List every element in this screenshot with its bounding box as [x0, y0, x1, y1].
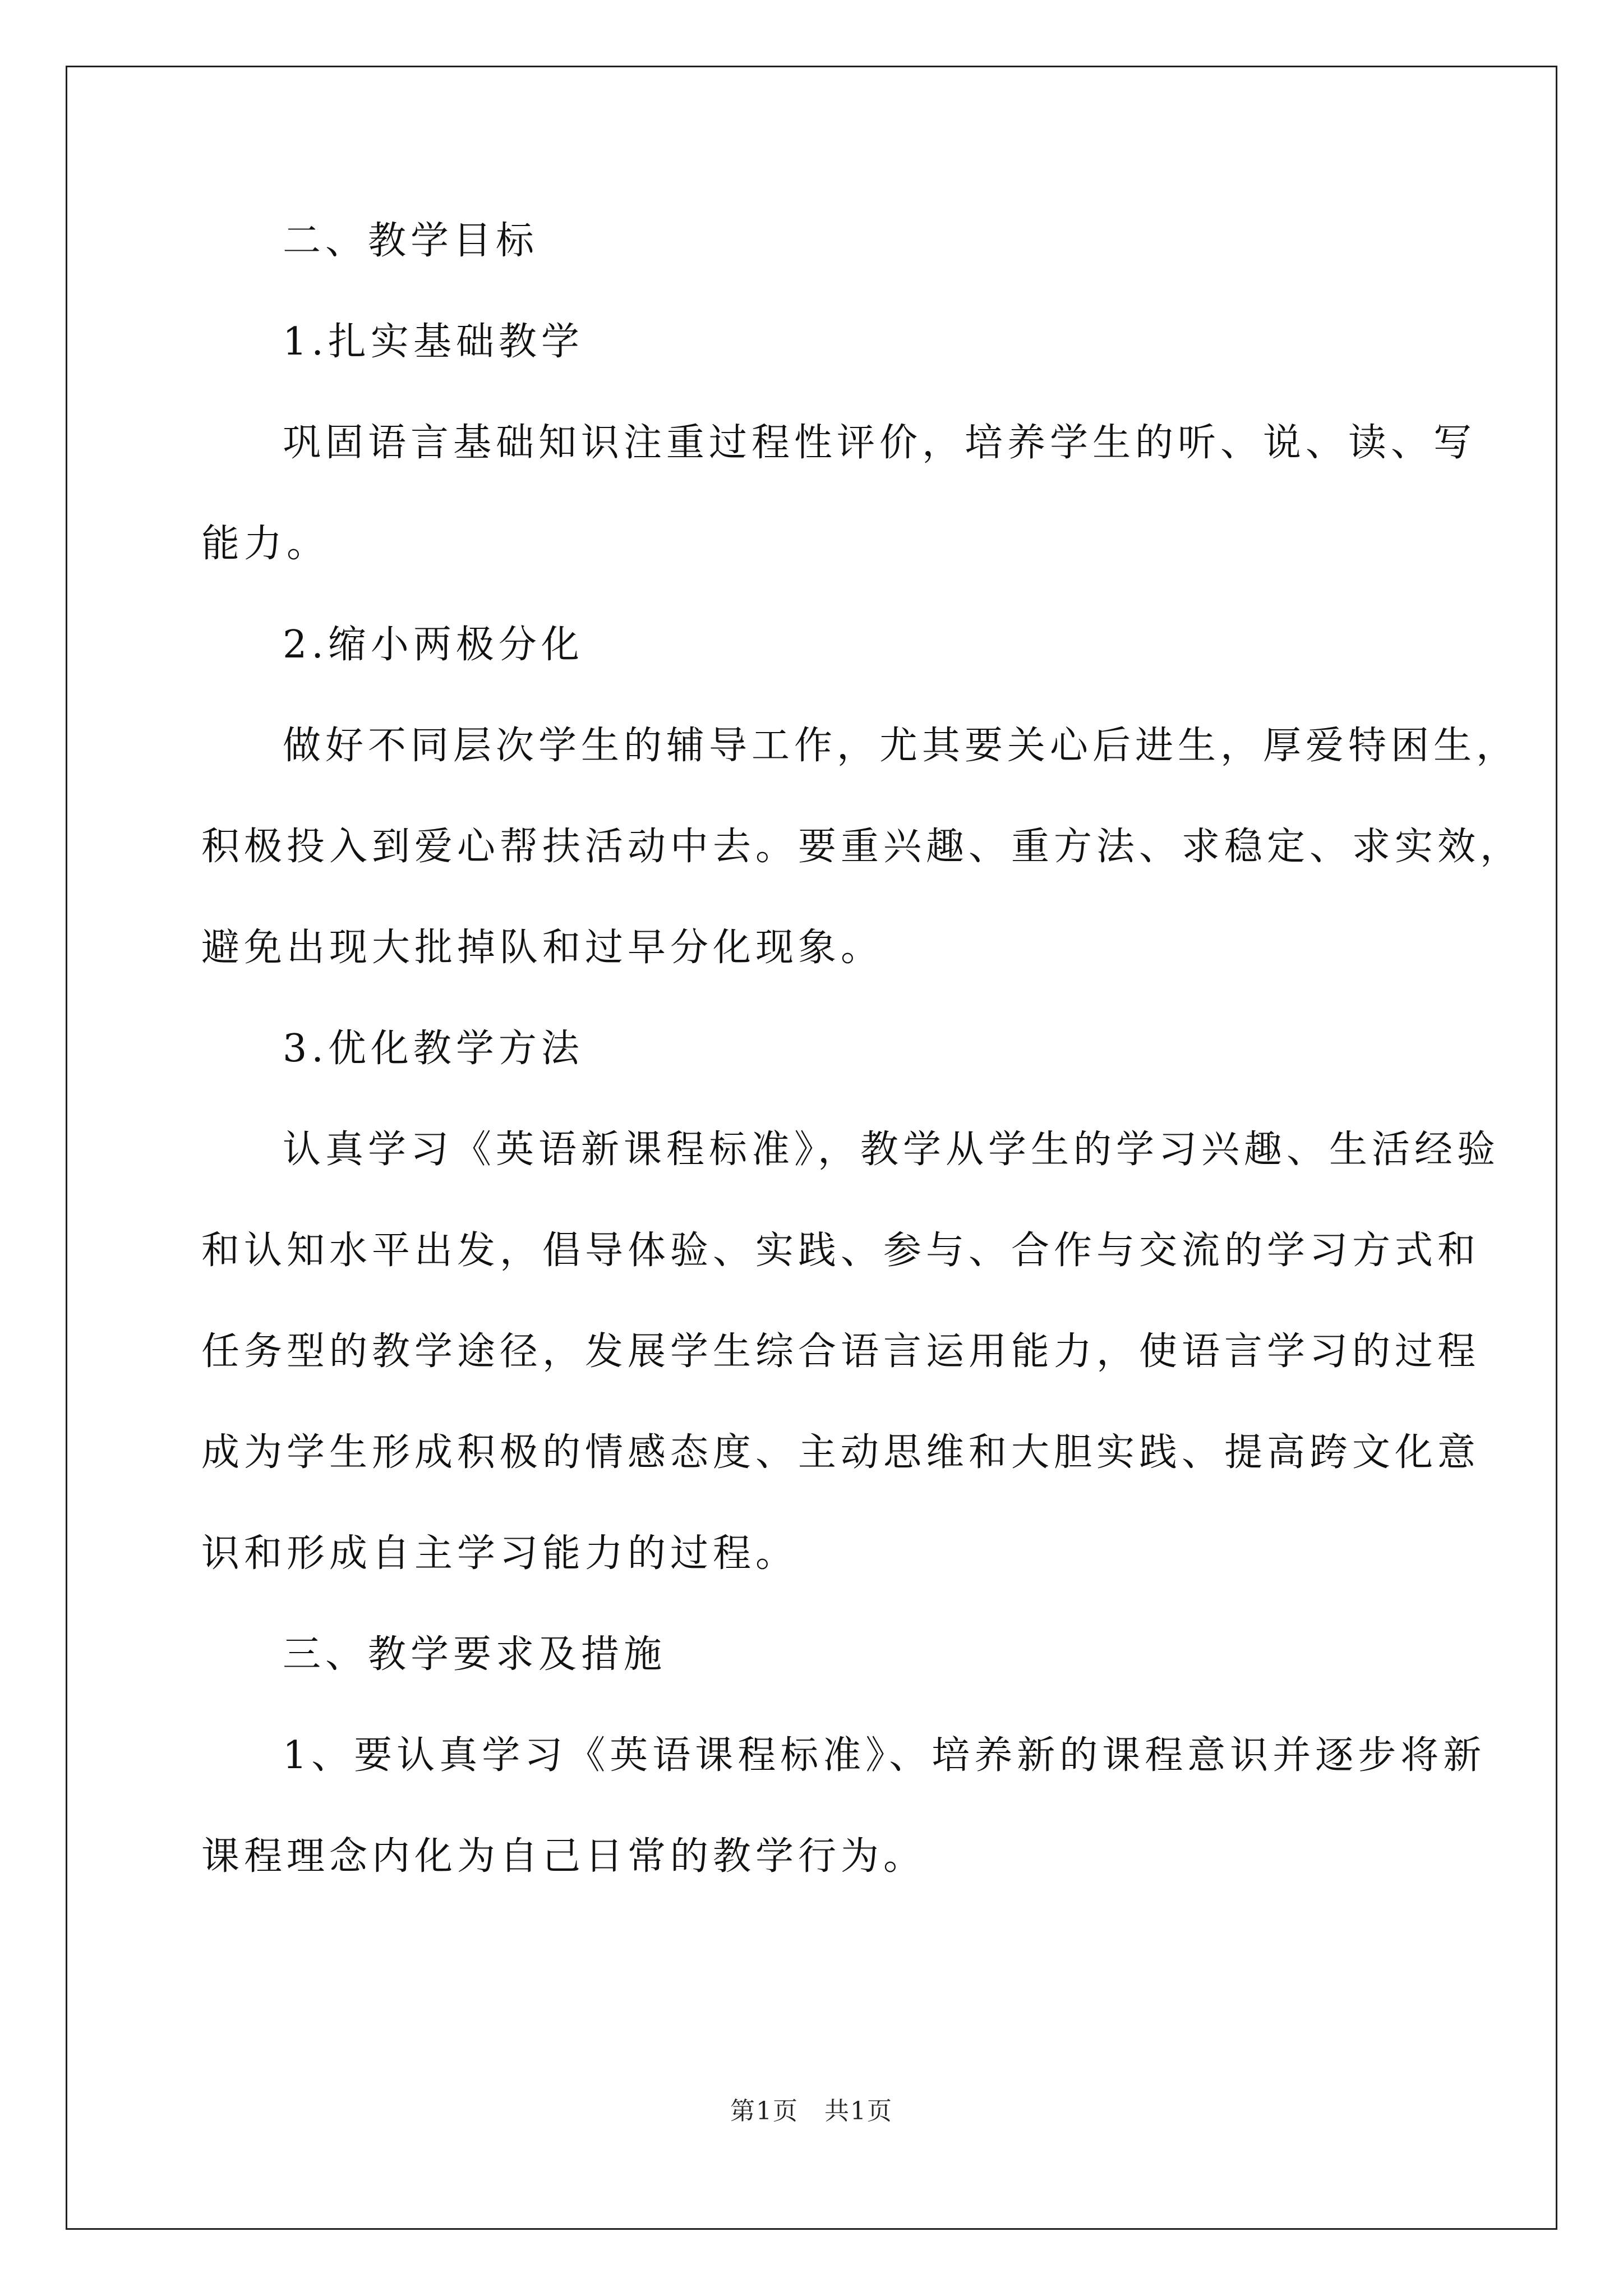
paragraph-line: 和认知水平出发，倡导体验、实践、参与、合作与交流的学习方式和	[201, 1228, 1481, 1273]
paragraph-line: 任务型的教学途径，发展学生综合语言运用能力，使语言学习的过程	[201, 1329, 1481, 1374]
subheading-basics: 1.扎实基础教学	[283, 320, 584, 364]
section-heading-teaching-goals: 二、教学目标	[283, 219, 539, 263]
paragraph-line: 巩固语言基础知识注重过程性评价，培养学生的听、说、读、写	[283, 421, 1477, 465]
paragraph-line: 避免出现大批掉队和过早分化现象。	[201, 926, 884, 970]
paragraph-line: 1、要认真学习《英语课程标准》、培养新的课程意识并逐步将新	[283, 1733, 1486, 1778]
page-number-footer: 第1页 共1页	[730, 2097, 893, 2125]
paragraph-line: 成为学生形成积极的情感态度、主动思维和大胆实践、提高跨文化意	[201, 1430, 1481, 1475]
paragraph-line: 做好不同层次学生的辅导工作，尤其要关心后进生，厚爱特困生，	[283, 724, 1519, 768]
paragraph-line: 积极投入到爱心帮扶活动中去。要重兴趣、重方法、求稳定、求实效，	[201, 825, 1523, 869]
subheading-methods: 3.优化教学方法	[283, 1027, 584, 1071]
section-heading-requirements: 三、教学要求及措施	[283, 1632, 667, 1677]
subheading-polarization: 2.缩小两极分化	[283, 623, 584, 667]
paragraph-line: 能力。	[201, 522, 330, 566]
paragraph-line: 认真学习《英语新课程标准》，教学从学生的学习兴趣、生活经验	[283, 1128, 1500, 1172]
paragraph-line: 识和形成自主学习能力的过程。	[201, 1531, 799, 1576]
paragraph-line: 课程理念内化为自己日常的教学行为。	[201, 1834, 926, 1879]
